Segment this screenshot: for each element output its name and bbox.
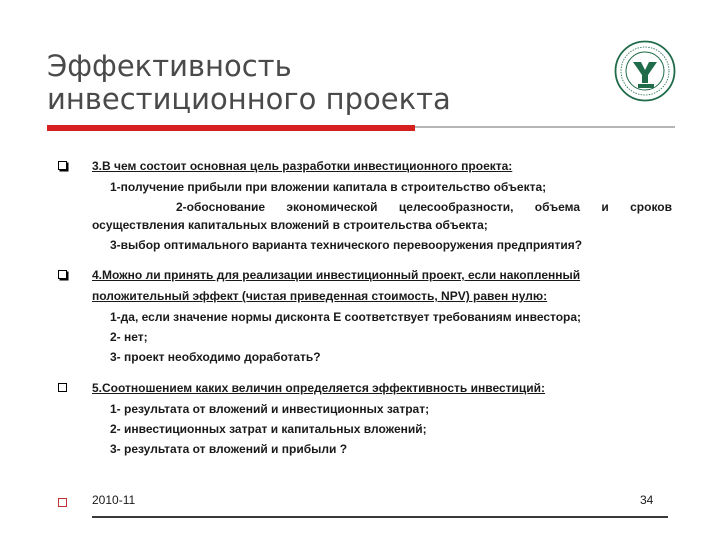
answer-4-1: 1-да, если значение нормы дисконта Е соответствует требованиям инвестора; <box>110 310 582 324</box>
question-5-text: 5.Соотношением каких величин определяется эффективность инвестиций: <box>92 381 546 395</box>
answer-4-3: 3- проект необходимо доработать? <box>110 350 321 364</box>
university-seal-icon <box>614 40 676 102</box>
slide-title-line-1: Эффективность <box>47 49 292 83</box>
answer-4-2: 2- нет; <box>110 330 148 344</box>
question-3-text: 3.В чем состоит основная цель разработки инвестиционного проекта: <box>92 159 513 173</box>
answer-3-3: 3-выбор оптимального варианта технического перевооружения предприятия? <box>110 238 583 252</box>
question-4-text-line-1: 4.Можно ли принять для реализации инвестиционный проект, если накопленный <box>92 268 581 282</box>
title-underline-red <box>47 125 415 131</box>
footer-date: 2010-11 <box>92 493 136 507</box>
question-4-text-line-2: положительный эффект (чистая приведенная стоимость, NPV) равен нулю: <box>92 289 548 303</box>
bullet-q3 <box>58 161 67 170</box>
answer-5-1: 1- результата от вложений и инвестиционных затрат; <box>110 402 430 416</box>
answer-5-3: 3- результата от вложений и прибыли ? <box>110 442 348 456</box>
answer-5-2: 2- инвестиционных затрат и капитальных вложений; <box>110 422 427 436</box>
answer-3-2-cont: осуществления капитальных вложений в строительства объекта; <box>92 218 488 232</box>
bullet-q5 <box>58 383 67 392</box>
slide-title-line-2: инвестиционного проекта <box>47 82 451 116</box>
slide-title <box>47 50 451 116</box>
footer-bullet <box>58 498 67 507</box>
footer-rule <box>92 516 668 518</box>
answer-3-1: 1-получение прибыли при вложении капитала в строительство объекта; <box>110 180 547 194</box>
bullet-q4 <box>58 270 67 279</box>
answer-3-2: 2-обоснование экономической целесообразности, объема и сроков <box>176 200 672 214</box>
title-underline-gray <box>415 126 675 128</box>
page-number: 34 <box>640 493 654 507</box>
